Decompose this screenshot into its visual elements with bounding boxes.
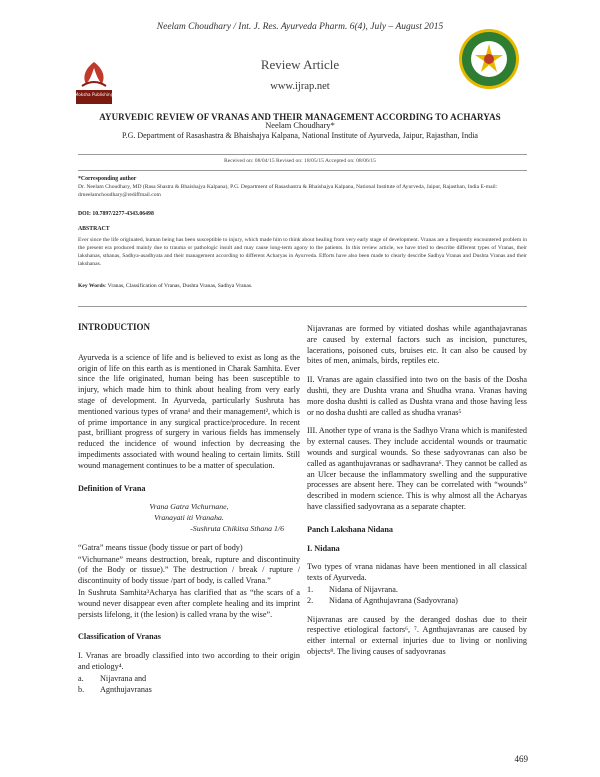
article-author: Neelam Choudhary* bbox=[265, 121, 335, 130]
body-paragraph: Nijavranas are formed by vitiated doshas while aganthajavranas are caused by external factors such as incision, punctures, lacerations, poisoned cuts, bruises etc. It can also be caused by bites of men, animals, birds, reptiles etc. bbox=[307, 324, 527, 366]
sanskrit-quote-line: Vranayati iti Vranaha. bbox=[154, 513, 224, 523]
quote-source: -Sushruta Chikitsa Sthana 1/6 bbox=[190, 523, 284, 533]
nidana-list bbox=[307, 585, 527, 607]
keywords bbox=[78, 283, 527, 289]
list-item: a. Nijavrana and bbox=[78, 673, 147, 683]
abstract-text: Ever since the life originated, human being has been susceptible to injury, which made him to think about healing from very early stage of development. Vranas are a frequently encountered problem in the present era produced mainly due to trauma or pathologic insult and may cause long-term agony to the patients. In this review article, we have tried to describe different types of Vranas, their lakshanas, sthanas, Sadhya-asadhyata and their management according to different Acharyas in Ayurveda. Efforts have also been made to clearly describe Sadhya Vranas and Dushta Vranas and their lakshanas. bbox=[78, 237, 527, 267]
body-paragraph: Nijavranas are caused by the deranged doshas due to their respective etiological factors⁶, ⁷. Agnthujavranas are caused by either internal or external injuries due to living or nonliving objects⁸. The living causes of sadyovranas bbox=[307, 614, 527, 656]
keywords-text: : Vranas, Classification of Vranas, Dushta Vranas, Sadhya Vranas. bbox=[104, 283, 253, 289]
publisher-logo-text: Moksha Publishing bbox=[74, 92, 114, 97]
divider bbox=[78, 154, 527, 155]
list-item: b. Agnthujavranas bbox=[78, 684, 152, 694]
article-dates: Received on: 08/04/15 Revised on: 18/05/15 Accepted on: 08/06/15 bbox=[224, 158, 376, 164]
panch-lakshana-heading: Panch Lakshana Nidana bbox=[307, 524, 394, 534]
body-paragraph: Two types of vrana nidanas have been mentioned in all classical texts of Ayurveda. bbox=[307, 562, 527, 583]
classification-heading: Classification of Vranas bbox=[78, 632, 161, 642]
left-column bbox=[78, 322, 300, 703]
right-column bbox=[307, 324, 527, 666]
definition-paragraph: “Vichurnane” means destruction, break, rupture and discontinuity (of the Body or tissue).” The destruction / break / rupture / discontinuity of body tissue /part of body, is called Vrana.” bbox=[78, 554, 300, 586]
abstract-heading: ABSTRACT bbox=[78, 226, 110, 232]
divider bbox=[78, 306, 527, 307]
journal-website-link[interactable]: www.ijrap.net bbox=[270, 81, 330, 92]
corresponding-author-heading: *Corresponding author bbox=[78, 176, 137, 182]
definition-paragraph: In Sushruta Samhita³Acharya has clarified that as “the scars of a wound never disappear even after complete healing and its imprint persists lifelong, it (the lesion) is called vrana by the wise”. bbox=[78, 587, 300, 619]
body-paragraph: II. Vranas are again classified into two on the basis of the Dosha dushti, they are Dushta vrana and Shudha vrana. Vranas having more dosha dushti is called as Dushta vrana and those having less or no dosha dushti are called as shudha vranas⁵ bbox=[307, 375, 527, 417]
journal-citation: Neelam Choudhary / Int. J. Res. Ayurveda Pharm. 6(4), July – August 2015 bbox=[156, 22, 444, 32]
author-affiliation: P.G. Department of Rasashastra & Bhaishajya Kalpana, National Institute of Ayurveda, Jaipur, Rajasthan, India bbox=[122, 131, 478, 140]
body-paragraph: III. Another type of vrana is the Sadhyo Vrana which is manifested by external causes. They include accidental wounds or traumatic wounds and surgical wounds. So these sadyovranas can also be called as aganthujavranas or sadhavrana⁶. They cannot be called as an Ulcer because the inflammatory swelling and the suppurative processes are absent here. They can be correlated with “wounds” described in modern science. This is why almost all the Acharyas have classified sadyovrana as a separate chapter. bbox=[307, 426, 527, 511]
introduction-paragraph: Ayurveda is a science of life and is believed to exist as long as the origin of life on this earth as is mentioned in Charak Samhita. Ever since the life originated, human being has been susceptible to injury, which made him to think about healing from very early stage of development. In Ayurveda, particularly Sushruta has mentioned various types of vrana¹ and their management², which is of prime importance in any surgical practice/procedure. In recent past, brilliant progress of surgery in various fields has immensely reduced the incidence of wound infection by decreasing the impediments associated with wound healing to certain limits. Still wound management continues to be a matter of speculation. bbox=[78, 352, 300, 470]
classification-paragraph: I. Vranas are broadly classified into two according to their origin and etiology⁴. bbox=[78, 651, 300, 671]
definition-paragraph: “Gatra” means tissue (body tissue or part of body) bbox=[78, 542, 243, 552]
article-title: AYURVEDIC REVIEW OF VRANAS AND THEIR MANAGEMENT ACCORDING TO ACHARYAS bbox=[99, 112, 501, 122]
list-item: 1. Nidana of Nijavrana. bbox=[307, 584, 398, 594]
definition-heading: Definition of Vrana bbox=[78, 483, 146, 493]
divider bbox=[78, 170, 527, 171]
article-type: Review Article bbox=[260, 57, 340, 72]
corresponding-author-text: Dr. Neelam Choudhary, MD (Rasa Shastra & Bhaishajya Kalpana), P.G. Department of Rasashastra & Bhaishajya Kalpana, National Institute of Ayurveda, Jaipur, Rajasthan, India E-mail: drneelamchoudhary@rediffmail.com bbox=[78, 184, 498, 198]
keywords-label: Key Words bbox=[78, 283, 105, 289]
nidana-heading: I. Nidana bbox=[307, 543, 340, 553]
classification-list bbox=[78, 674, 300, 696]
sanskrit-quote-line: Vrana Gatra Vichurnane, bbox=[149, 502, 229, 512]
introduction-heading: INTRODUCTION bbox=[78, 322, 151, 332]
doi[interactable]: DOI: 10.7897/2277-4343.06498 bbox=[78, 211, 154, 217]
page-number: 469 bbox=[514, 754, 528, 764]
list-item: 2. Nidana of Agnthujavrana (Sadyovrana) bbox=[307, 595, 458, 605]
